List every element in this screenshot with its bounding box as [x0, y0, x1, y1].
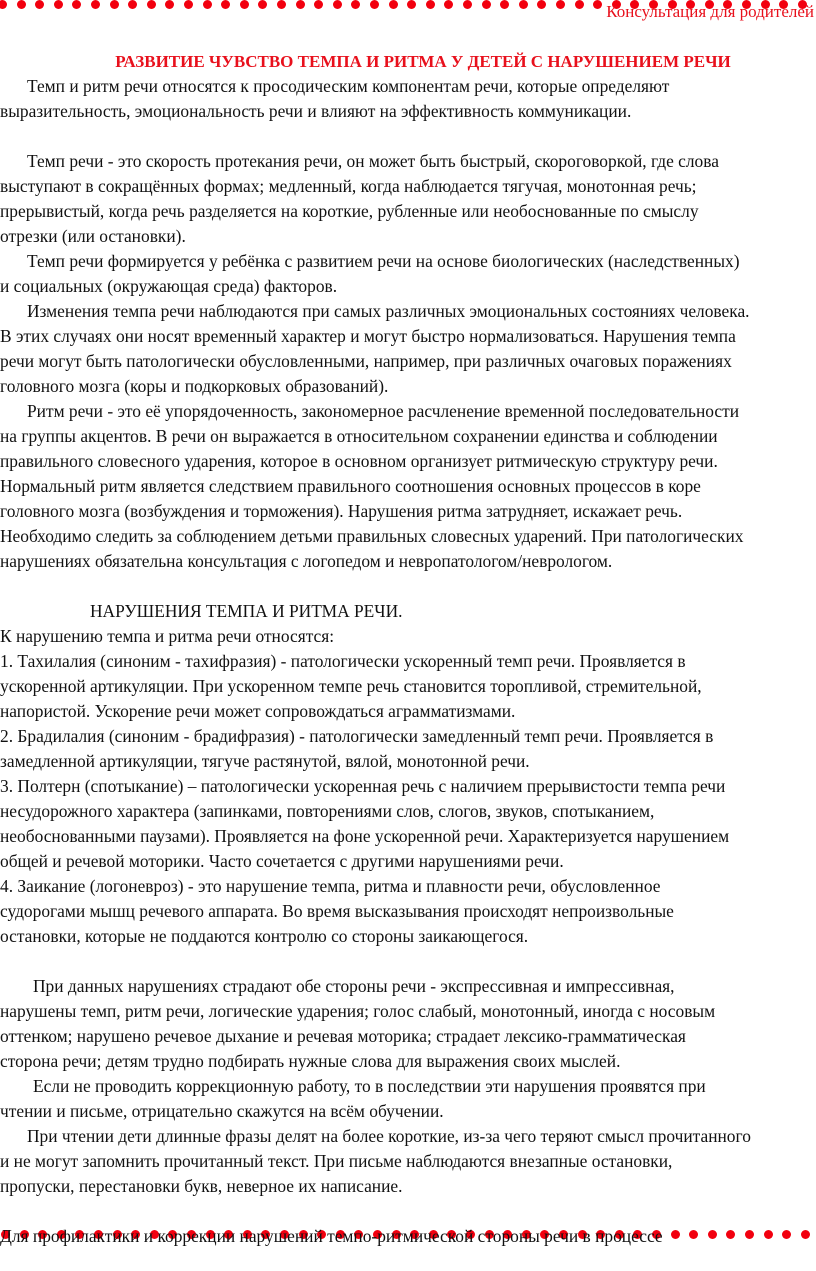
- border-dot: [726, 1230, 735, 1239]
- border-dot: [110, 0, 119, 9]
- text-line: 2. Брадилалия (синоним - брадифразия) - патологически замедленный темп речи. Проявляется в: [0, 726, 714, 746]
- border-dot: [426, 0, 435, 9]
- border-dot: [296, 0, 305, 9]
- text-line: выразительность, эмоциональность речи и влияют на эффективность коммуникации.: [0, 101, 632, 121]
- text-line: Ритм речи - это её упорядоченность, закономерное расчленение временной последовательности: [27, 401, 740, 421]
- border-dot: [184, 0, 193, 9]
- text-line: 1. Тахилалия (синоним - тахифразия) - патологически ускоренный темп речи. Проявляется в: [0, 651, 686, 671]
- text-line: Темп речи формируется у ребёнка с развитием речи на основе биологических (наследственных): [27, 251, 740, 271]
- header-note: Консультация для родителей: [606, 2, 814, 21]
- border-dot: [203, 0, 212, 9]
- border-dot: [463, 0, 472, 9]
- text-line: Изменения темпа речи наблюдаются при самых различных эмоциональных состояниях человека.: [27, 301, 750, 321]
- border-dot: [671, 1230, 680, 1239]
- border-dot: [91, 0, 100, 9]
- border-dot: [258, 0, 267, 9]
- text-line: судорогами мышц речевого аппарата. Во время высказывания происходят непроизвольные: [0, 901, 674, 921]
- border-dot: [72, 0, 81, 9]
- text-line: и не могут запомнить прочитанный текст. При письме наблюдаются внезапные остановки,: [0, 1151, 673, 1171]
- text-line: головного мозга (возбуждения и торможения). Нарушения ритма затрудняет, искажает речь.: [0, 501, 683, 521]
- text-line: головного мозга (коры и подкорковых образований).: [0, 376, 389, 396]
- text-line: При чтении дети длинные фразы делят на более короткие, из-за чего теряют смысл прочитанного: [27, 1126, 751, 1146]
- text-line: остановки, которые не поддаются контролю со стороны заикающегося.: [0, 926, 529, 946]
- border-dot: [482, 0, 491, 9]
- text-line: 4. Заикание (логоневроз) - это нарушение темпа, ритма и плавности речи, обусловленное: [0, 876, 661, 896]
- border-dot: [351, 0, 360, 9]
- text-line: Для профилактики и коррекции нарушений темпо-ритмической стороны речи в процессе: [0, 1226, 663, 1246]
- border-dot: [277, 0, 286, 9]
- border-dot: [0, 0, 7, 9]
- border-dot: [389, 0, 398, 9]
- border-dot: [801, 1230, 810, 1239]
- border-dot: [745, 1230, 754, 1239]
- text-line: При данных нарушениях страдают обе стороны речи - экспрессивная и импрессивная,: [33, 976, 675, 996]
- border-dot: [575, 0, 584, 9]
- text-line: оттенком; нарушено речевое дыхание и речевая моторика; страдает лексико-грамматическая: [0, 1026, 686, 1046]
- text-line: отрезки (или остановки).: [0, 226, 186, 246]
- border-dot: [556, 0, 565, 9]
- text-line: Нормальный ритм является следствием правильного соотношения основных процессов в коре: [0, 476, 701, 496]
- text-line: напористой. Ускорение речи может сопровождаться аграмматизмами.: [0, 701, 516, 721]
- border-dot: [17, 0, 26, 9]
- text-line: ускоренной артикуляции. При ускоренном темпе речь становится торопливой, стремительной,: [0, 676, 702, 696]
- border-dot: [537, 0, 546, 9]
- border-dot: [689, 1230, 698, 1239]
- border-dot: [593, 0, 602, 9]
- border-dot: [444, 0, 453, 9]
- text-line: несудорожного характера (запинками, повторениями слов, слогов, звуков, спотыканием,: [0, 801, 655, 821]
- border-dot: [35, 0, 44, 9]
- text-line: прерывистый, когда речь разделяется на короткие, рубленные или необоснованные по смыслу: [0, 201, 699, 221]
- text-line: 3. Полтерн (спотыкание) – патологически ускоренная речь с наличием прерывистости темпа речи: [0, 776, 726, 796]
- text-line: чтении и письме, отрицательно скажутся на всём обучении.: [0, 1101, 444, 1121]
- border-dot: [500, 0, 509, 9]
- text-line: выступают в сокращённых формах; медленный, когда наблюдается тягучая, монотонная речь;: [0, 176, 697, 196]
- text-line: нарушены темп, ритм речи, логические ударения; голос слабый, монотонный, иногда с носовым: [0, 1001, 716, 1021]
- text-line: речи могут быть патологически обусловленными, например, при различных очаговых поражениях: [0, 351, 732, 371]
- page-title: РАЗВИТИЕ ЧУВСТВО ТЕМПА И РИТМА У ДЕТЕЙ С НАРУШЕНИЕМ РЕЧИ: [115, 52, 731, 71]
- border-dot: [165, 0, 174, 9]
- border-dot: [240, 0, 249, 9]
- border-dot: [333, 0, 342, 9]
- border-dot: [54, 0, 63, 9]
- border-dot: [147, 0, 156, 9]
- border-dot: [221, 0, 230, 9]
- border-dot: [314, 0, 323, 9]
- text-line: общей и речевой моторики. Часто сочетается с другими нарушениями речи.: [0, 851, 564, 871]
- text-line: Если не проводить коррекционную работу, то в последствии эти нарушения проявятся при: [33, 1076, 706, 1096]
- text-line: правильного словесного ударения, которое в основном организует ритмическую структуру речи.: [0, 451, 718, 471]
- text-line: на группы акцентов. В речи он выражается в относительном сохранении единства и соблюдении: [0, 426, 718, 446]
- text-line: Необходимо следить за соблюдением детьми правильных словесных ударений. При патологических: [0, 526, 744, 546]
- section-heading: НАРУШЕНИЯ ТЕМПА И РИТМА РЕЧИ.: [90, 601, 403, 621]
- text-line: и социальных (окружающая среда) факторов.: [0, 276, 338, 296]
- text-line: нарушениях обязательна консультация с логопедом и невропатологом/неврологом.: [0, 551, 613, 571]
- border-dot: [370, 0, 379, 9]
- text-line: сторона речи; детям трудно подбирать нужные слова для выражения своих мыслей.: [0, 1051, 621, 1071]
- border-dot: [782, 1230, 791, 1239]
- border-dot: [708, 1230, 717, 1239]
- text-line: необоснованными паузами). Проявляется на фоне ускоренной речи. Характеризуется нарушением: [0, 826, 730, 846]
- text-line: Темп речи - это скорость протекания речи, он может быть быстрый, скороговоркой, где слова: [27, 151, 719, 171]
- text-line: В этих случаях они носят временный характер и могут быстро нормализоваться. Нарушения темпа: [0, 326, 736, 346]
- text-line: Темп и ритм речи относятся к просодическим компонентам речи, которые определяют: [27, 76, 670, 96]
- text-line: пропуски, перестановки букв, неверное их написание.: [0, 1176, 403, 1196]
- text-line: К нарушению темпа и ритма речи относятся:: [0, 626, 335, 646]
- border-dot: [128, 0, 137, 9]
- border-dot: [764, 1230, 773, 1239]
- border-dot: [407, 0, 416, 9]
- text-line: замедленной артикуляции, тягуче растянутой, вялой, монотонной речи.: [0, 751, 530, 771]
- border-dot: [519, 0, 528, 9]
